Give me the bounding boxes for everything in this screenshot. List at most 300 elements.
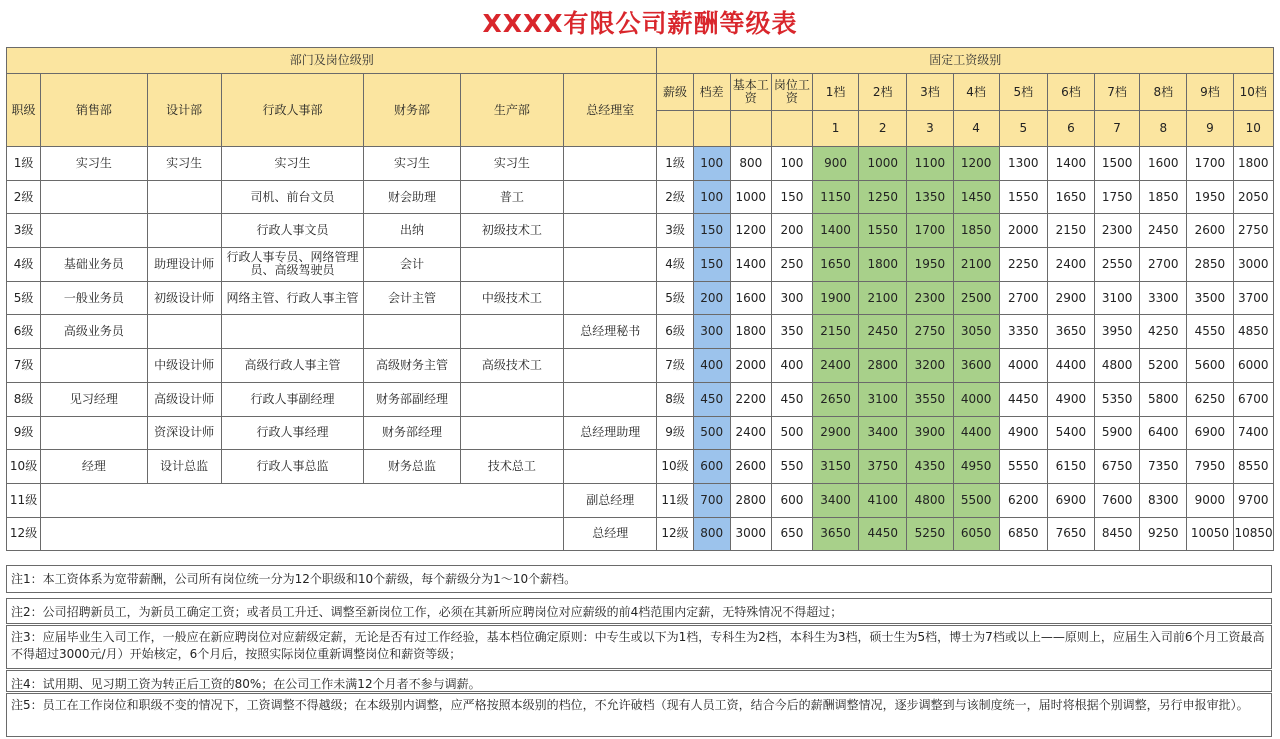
header-step-number: 4	[953, 111, 999, 147]
design-cell: 高级设计师	[147, 382, 221, 416]
header-step-7: 7档	[1095, 74, 1140, 111]
base-pay-cell: 800	[730, 147, 771, 181]
step-value-cell: 7400	[1233, 416, 1273, 450]
pay-grade-cell: 12级	[657, 517, 693, 551]
base-pay-cell: 3000	[730, 517, 771, 551]
step-diff-cell: 400	[693, 349, 730, 383]
step-value-cell: 3750	[859, 450, 907, 484]
design-cell: 设计总监	[147, 450, 221, 484]
gm-office-cell	[564, 281, 657, 315]
header-rank: 职级	[7, 74, 41, 147]
design-cell: 初级设计师	[147, 281, 221, 315]
production-cell	[460, 315, 563, 349]
sales-cell: 高级业务员	[41, 315, 147, 349]
step-value-cell: 3650	[1047, 315, 1094, 349]
header-step-diff: 档差	[693, 74, 730, 111]
admin-cell: 网络主管、行政人事主管	[221, 281, 364, 315]
step-value-cell: 7950	[1187, 450, 1233, 484]
step-value-cell: 2450	[1140, 214, 1187, 248]
step-value-cell: 2250	[999, 248, 1047, 282]
step-value-cell: 4350	[907, 450, 953, 484]
position-pay-cell: 100	[771, 147, 812, 181]
admin-cell: 司机、前台文员	[221, 180, 364, 214]
production-cell	[460, 382, 563, 416]
base-pay-cell: 2000	[730, 349, 771, 383]
production-cell: 中级技术工	[460, 281, 563, 315]
step-value-cell: 1900	[812, 281, 858, 315]
step-value-cell: 10850	[1233, 517, 1273, 551]
production-cell	[460, 416, 563, 450]
note-5: 注5：员工在工作岗位和职级不变的情况下，工资调整不得越级；在本级别内调整，应严格按照本级别的档位，不允许破档（现有人员工资，结合今后的薪酬调整情况，逐步调整到与该制度统一，届时将根据个别调整，另行申报审批）。	[6, 693, 1272, 737]
header-blank	[657, 111, 693, 147]
pay-grade-cell: 2级	[657, 180, 693, 214]
step-value-cell: 2100	[859, 281, 907, 315]
gm-office-cell: 总经理	[564, 517, 657, 551]
step-value-cell: 2150	[1047, 214, 1094, 248]
step-value-cell: 3550	[907, 382, 953, 416]
gm-office-cell	[564, 248, 657, 282]
pay-grade-cell: 9级	[657, 416, 693, 450]
header-step-10: 10档	[1233, 74, 1273, 111]
base-pay-cell: 2600	[730, 450, 771, 484]
step-value-cell: 1500	[1095, 147, 1140, 181]
gm-office-cell	[564, 214, 657, 248]
admin-cell: 行政人事总监	[221, 450, 364, 484]
step-value-cell: 1300	[999, 147, 1047, 181]
header-step-number: 7	[1095, 111, 1140, 147]
table-row	[7, 214, 1274, 248]
header-dept-gm-office: 总经理室	[564, 74, 657, 147]
pay-grade-cell: 4级	[657, 248, 693, 282]
step-value-cell: 2000	[999, 214, 1047, 248]
finance-cell: 财务总监	[364, 450, 460, 484]
step-value-cell: 3200	[907, 349, 953, 383]
step-value-cell: 900	[812, 147, 858, 181]
step-value-cell: 1800	[1233, 147, 1273, 181]
step-value-cell: 3700	[1233, 281, 1273, 315]
sales-cell: 一般业务员	[41, 281, 147, 315]
note-4: 注4：试用期、见习期工资为转正后工资的80%；在公司工作未满12个月者不参与调薪。	[6, 670, 1272, 692]
step-value-cell: 8550	[1233, 450, 1273, 484]
header-dept-admin: 行政人事部	[221, 74, 364, 147]
sales-cell: 基础业务员	[41, 248, 147, 282]
step-value-cell: 6400	[1140, 416, 1187, 450]
step-value-cell: 5800	[1140, 382, 1187, 416]
header-blank	[693, 111, 730, 147]
production-cell	[460, 248, 563, 282]
step-value-cell: 1250	[859, 180, 907, 214]
finance-cell: 高级财务主管	[364, 349, 460, 383]
header-base-pay: 基本工资	[730, 74, 771, 111]
production-cell: 初级技术工	[460, 214, 563, 248]
step-value-cell: 1200	[953, 147, 999, 181]
rank-cell: 5级	[7, 281, 41, 315]
rank-cell: 1级	[7, 147, 41, 181]
page-title: XXXX有限公司薪酬等级表	[482, 9, 798, 38]
admin-cell	[221, 315, 364, 349]
note-2: 注2：公司招聘新员工，为新员工确定工资；或者员工升迁、调整至新岗位工作，必须在其新所应聘岗位对应薪级的前4档范围内定薪，无特殊情况不得超过；	[6, 598, 1272, 624]
step-value-cell: 2900	[1047, 281, 1094, 315]
step-value-cell: 2900	[812, 416, 858, 450]
step-value-cell: 1550	[999, 180, 1047, 214]
header-step-number: 3	[907, 111, 953, 147]
step-value-cell: 6900	[1047, 483, 1094, 517]
step-diff-cell: 100	[693, 180, 730, 214]
step-value-cell: 6000	[1233, 349, 1273, 383]
step-value-cell: 3300	[1140, 281, 1187, 315]
design-cell: 中级设计师	[147, 349, 221, 383]
gm-office-cell	[564, 450, 657, 484]
step-value-cell: 2400	[1047, 248, 1094, 282]
header-step-number: 5	[999, 111, 1047, 147]
design-cell	[147, 214, 221, 248]
step-diff-cell: 100	[693, 147, 730, 181]
step-value-cell: 3500	[1187, 281, 1233, 315]
finance-cell: 财会助理	[364, 180, 460, 214]
table-row	[7, 248, 1274, 282]
table-row	[7, 349, 1274, 383]
position-pay-cell: 150	[771, 180, 812, 214]
header-dept-production: 生产部	[460, 74, 563, 147]
rank-cell: 11级	[7, 483, 41, 517]
note-1: 注1：本工资体系为宽带薪酬，公司所有岗位统一分为12个职级和10个薪级，每个薪级分为1～10个薪档。	[6, 565, 1272, 593]
step-value-cell: 3000	[1233, 248, 1273, 282]
position-pay-cell: 250	[771, 248, 812, 282]
step-value-cell: 2150	[812, 315, 858, 349]
admin-cell: 行政人事经理	[221, 416, 364, 450]
step-value-cell: 1100	[907, 147, 953, 181]
sales-cell: 见习经理	[41, 382, 147, 416]
step-value-cell: 3950	[1095, 315, 1140, 349]
base-pay-cell: 2800	[730, 483, 771, 517]
pay-grade-cell: 11级	[657, 483, 693, 517]
sales-cell	[41, 214, 147, 248]
step-diff-cell: 700	[693, 483, 730, 517]
step-value-cell: 7650	[1047, 517, 1094, 551]
gm-office-cell	[564, 382, 657, 416]
step-value-cell: 4000	[999, 349, 1047, 383]
design-cell: 助理设计师	[147, 248, 221, 282]
step-value-cell: 1950	[907, 248, 953, 282]
header-step-number: 9	[1187, 111, 1233, 147]
step-value-cell: 9700	[1233, 483, 1273, 517]
step-value-cell: 1600	[1140, 147, 1187, 181]
table-row	[7, 281, 1274, 315]
design-cell	[147, 180, 221, 214]
gm-office-cell: 副总经理	[564, 483, 657, 517]
step-value-cell: 10050	[1187, 517, 1233, 551]
step-diff-cell: 500	[693, 416, 730, 450]
header-dept-design: 设计部	[147, 74, 221, 147]
gm-office-cell	[564, 349, 657, 383]
step-value-cell: 2400	[812, 349, 858, 383]
header-step-2: 2档	[859, 74, 907, 111]
step-diff-cell: 150	[693, 214, 730, 248]
position-pay-cell: 450	[771, 382, 812, 416]
rank-cell: 10级	[7, 450, 41, 484]
rank-cell: 7级	[7, 349, 41, 383]
finance-cell: 会计	[364, 248, 460, 282]
gm-office-cell	[564, 180, 657, 214]
finance-cell: 会计主管	[364, 281, 460, 315]
base-pay-cell: 2400	[730, 416, 771, 450]
step-diff-cell: 450	[693, 382, 730, 416]
step-value-cell: 3050	[953, 315, 999, 349]
production-cell: 技术总工	[460, 450, 563, 484]
gm-office-cell	[564, 147, 657, 181]
pay-grade-cell: 5级	[657, 281, 693, 315]
step-value-cell: 1950	[1187, 180, 1233, 214]
step-value-cell: 5200	[1140, 349, 1187, 383]
design-cell: 实习生	[147, 147, 221, 181]
step-value-cell: 5350	[1095, 382, 1140, 416]
production-cell: 高级技术工	[460, 349, 563, 383]
gm-office-cell: 总经理助理	[564, 416, 657, 450]
design-cell	[147, 315, 221, 349]
step-value-cell: 2300	[907, 281, 953, 315]
step-value-cell: 4100	[859, 483, 907, 517]
base-pay-cell: 1400	[730, 248, 771, 282]
step-value-cell: 6750	[1095, 450, 1140, 484]
header-step-number: 1	[812, 111, 858, 147]
header-dept-finance: 财务部	[364, 74, 460, 147]
group-header-departments: 部门及岗位级别	[7, 48, 657, 74]
step-value-cell: 3350	[999, 315, 1047, 349]
step-value-cell: 5250	[907, 517, 953, 551]
step-value-cell: 3400	[812, 483, 858, 517]
pay-grade-cell: 7级	[657, 349, 693, 383]
step-value-cell: 1700	[1187, 147, 1233, 181]
rank-cell: 4级	[7, 248, 41, 282]
step-value-cell: 5600	[1187, 349, 1233, 383]
position-pay-cell: 300	[771, 281, 812, 315]
step-value-cell: 5900	[1095, 416, 1140, 450]
header-pay-grade: 薪级	[657, 74, 693, 111]
step-value-cell: 2500	[953, 281, 999, 315]
step-value-cell: 4450	[859, 517, 907, 551]
pay-grade-cell: 1级	[657, 147, 693, 181]
step-value-cell: 1650	[1047, 180, 1094, 214]
step-value-cell: 6250	[1187, 382, 1233, 416]
sales-cell	[41, 349, 147, 383]
step-value-cell: 9000	[1187, 483, 1233, 517]
pay-grade-cell: 8级	[657, 382, 693, 416]
step-value-cell: 6900	[1187, 416, 1233, 450]
header-step-5: 5档	[999, 74, 1047, 111]
step-diff-cell: 800	[693, 517, 730, 551]
step-value-cell: 4900	[1047, 382, 1094, 416]
finance-cell: 出纳	[364, 214, 460, 248]
step-value-cell: 4400	[953, 416, 999, 450]
finance-cell: 财务部副经理	[364, 382, 460, 416]
rank-cell: 9级	[7, 416, 41, 450]
rank-cell: 6级	[7, 315, 41, 349]
step-value-cell: 7350	[1140, 450, 1187, 484]
header-dept-sales: 销售部	[41, 74, 147, 147]
step-value-cell: 4950	[953, 450, 999, 484]
admin-cell: 行政人事副经理	[221, 382, 364, 416]
step-value-cell: 4550	[1187, 315, 1233, 349]
position-pay-cell: 400	[771, 349, 812, 383]
admin-cell: 行政人事专员、网络管理员、高级驾驶员	[221, 248, 364, 282]
step-value-cell: 5400	[1047, 416, 1094, 450]
step-value-cell: 6050	[953, 517, 999, 551]
sales-cell	[41, 416, 147, 450]
salary-table	[6, 47, 1274, 551]
step-value-cell: 2850	[1187, 248, 1233, 282]
gm-office-cell: 总经理秘书	[564, 315, 657, 349]
admin-cell: 实习生	[221, 147, 364, 181]
rank-cell: 2级	[7, 180, 41, 214]
step-value-cell: 3600	[953, 349, 999, 383]
step-value-cell: 1450	[953, 180, 999, 214]
step-value-cell: 3650	[812, 517, 858, 551]
header-step-number: 10	[1233, 111, 1273, 147]
header-step-3: 3档	[907, 74, 953, 111]
step-value-cell: 4400	[1047, 349, 1094, 383]
step-value-cell: 2100	[953, 248, 999, 282]
header-blank	[771, 111, 812, 147]
step-diff-cell: 150	[693, 248, 730, 282]
step-value-cell: 1750	[1095, 180, 1140, 214]
step-value-cell: 2450	[859, 315, 907, 349]
step-diff-cell: 300	[693, 315, 730, 349]
position-pay-cell: 550	[771, 450, 812, 484]
finance-cell: 实习生	[364, 147, 460, 181]
step-value-cell: 2800	[859, 349, 907, 383]
base-pay-cell: 1000	[730, 180, 771, 214]
position-pay-cell: 500	[771, 416, 812, 450]
table-row	[7, 517, 1274, 551]
base-pay-cell: 1200	[730, 214, 771, 248]
step-value-cell: 8300	[1140, 483, 1187, 517]
step-value-cell: 6150	[1047, 450, 1094, 484]
header-step-number: 6	[1047, 111, 1094, 147]
note-3: 注3：应届毕业生入司工作，一般应在新应聘岗位对应薪级定薪，无论是否有过工作经验，基本档位确定原则：中专生或以下为1档，专科生为2档，本科生为3档，硕士生为5档，博士为7档或以上——原则上，应届生入司前6个月工资最高不得超过3000元/月）开始核定，6个月后，按照实际岗位重新调整岗位和薪资等级；	[6, 625, 1272, 669]
step-value-cell: 1400	[812, 214, 858, 248]
position-pay-cell: 350	[771, 315, 812, 349]
header-step-number: 2	[859, 111, 907, 147]
step-value-cell: 2700	[1140, 248, 1187, 282]
step-value-cell: 2650	[812, 382, 858, 416]
finance-cell	[364, 315, 460, 349]
header-step-number: 8	[1140, 111, 1187, 147]
step-value-cell: 2750	[907, 315, 953, 349]
position-pay-cell: 650	[771, 517, 812, 551]
header-blank	[730, 111, 771, 147]
step-value-cell: 1800	[859, 248, 907, 282]
base-pay-cell: 1600	[730, 281, 771, 315]
header-step-1: 1档	[812, 74, 858, 111]
step-value-cell: 4850	[1233, 315, 1273, 349]
step-value-cell: 4800	[907, 483, 953, 517]
rank-cell: 3级	[7, 214, 41, 248]
table-row	[7, 483, 1274, 517]
step-value-cell: 3100	[1095, 281, 1140, 315]
step-value-cell: 1000	[859, 147, 907, 181]
group-header-fixed-salary: 固定工资级别	[657, 48, 1274, 74]
step-value-cell: 1850	[953, 214, 999, 248]
step-value-cell: 3900	[907, 416, 953, 450]
step-value-cell: 4000	[953, 382, 999, 416]
step-value-cell: 7600	[1095, 483, 1140, 517]
sales-cell: 实习生	[41, 147, 147, 181]
rank-cell: 8级	[7, 382, 41, 416]
step-value-cell: 1650	[812, 248, 858, 282]
design-cell: 资深设计师	[147, 416, 221, 450]
step-value-cell: 6200	[999, 483, 1047, 517]
step-value-cell: 2600	[1187, 214, 1233, 248]
production-cell: 普工	[460, 180, 563, 214]
header-position-pay: 岗位工资	[771, 74, 812, 111]
step-value-cell: 4250	[1140, 315, 1187, 349]
step-value-cell: 5500	[953, 483, 999, 517]
step-value-cell: 2700	[999, 281, 1047, 315]
step-value-cell: 2550	[1095, 248, 1140, 282]
pay-grade-cell: 6级	[657, 315, 693, 349]
step-value-cell: 5550	[999, 450, 1047, 484]
header-step-9: 9档	[1187, 74, 1233, 111]
step-diff-cell: 200	[693, 281, 730, 315]
step-value-cell: 8450	[1095, 517, 1140, 551]
table-row	[7, 180, 1274, 214]
step-value-cell: 4450	[999, 382, 1047, 416]
step-value-cell: 3400	[859, 416, 907, 450]
step-value-cell: 3100	[859, 382, 907, 416]
step-value-cell: 1550	[859, 214, 907, 248]
step-value-cell: 1150	[812, 180, 858, 214]
sales-cell	[41, 180, 147, 214]
step-value-cell: 6700	[1233, 382, 1273, 416]
merged-dept-cell	[41, 483, 564, 517]
merged-dept-cell	[41, 517, 564, 551]
step-diff-cell: 600	[693, 450, 730, 484]
sales-cell: 经理	[41, 450, 147, 484]
step-value-cell: 4900	[999, 416, 1047, 450]
table-row	[7, 147, 1274, 181]
admin-cell: 高级行政人事主管	[221, 349, 364, 383]
step-value-cell: 2050	[1233, 180, 1273, 214]
step-value-cell: 1700	[907, 214, 953, 248]
header-step-6: 6档	[1047, 74, 1094, 111]
step-value-cell: 1850	[1140, 180, 1187, 214]
step-value-cell: 6850	[999, 517, 1047, 551]
step-value-cell: 4800	[1095, 349, 1140, 383]
production-cell: 实习生	[460, 147, 563, 181]
table-row	[7, 416, 1274, 450]
step-value-cell: 1350	[907, 180, 953, 214]
header-step-4: 4档	[953, 74, 999, 111]
admin-cell: 行政人事文员	[221, 214, 364, 248]
base-pay-cell: 2200	[730, 382, 771, 416]
position-pay-cell: 200	[771, 214, 812, 248]
base-pay-cell: 1800	[730, 315, 771, 349]
table-row	[7, 382, 1274, 416]
step-value-cell: 1400	[1047, 147, 1094, 181]
step-value-cell: 2300	[1095, 214, 1140, 248]
step-value-cell: 2750	[1233, 214, 1273, 248]
table-row	[7, 315, 1274, 349]
pay-grade-cell: 3级	[657, 214, 693, 248]
rank-cell: 12级	[7, 517, 41, 551]
step-value-cell: 9250	[1140, 517, 1187, 551]
position-pay-cell: 600	[771, 483, 812, 517]
header-step-8: 8档	[1140, 74, 1187, 111]
pay-grade-cell: 10级	[657, 450, 693, 484]
step-value-cell: 3150	[812, 450, 858, 484]
table-row	[7, 450, 1274, 484]
finance-cell: 财务部经理	[364, 416, 460, 450]
